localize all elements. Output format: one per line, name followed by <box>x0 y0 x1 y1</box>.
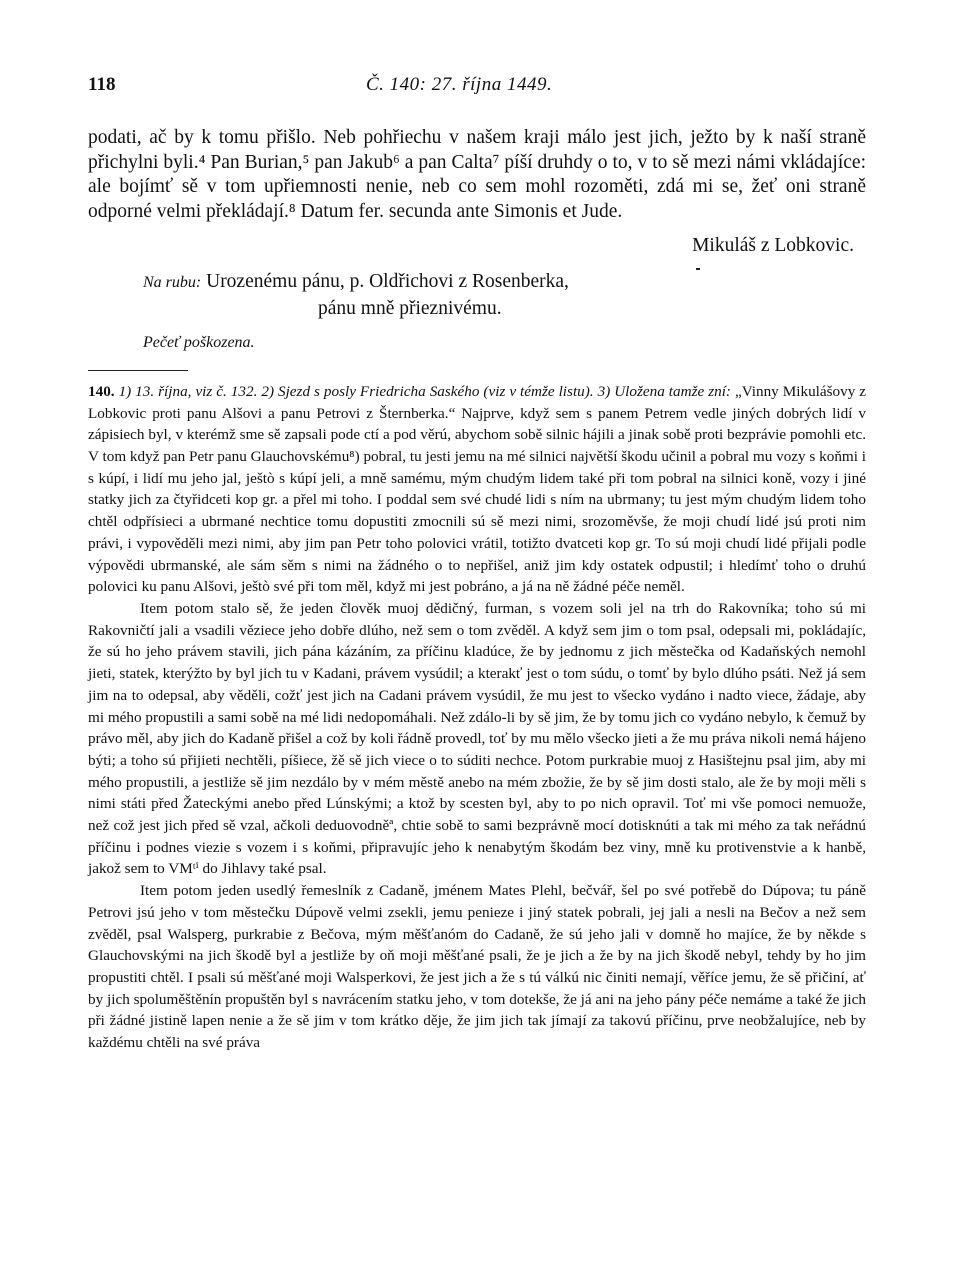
document-page <box>88 74 866 1054</box>
seal-note: Pečeť poškozena. <box>143 333 255 351</box>
footnote-rule <box>88 370 188 371</box>
stray-mark <box>696 268 700 270</box>
footnote-3-text: „Vinny Mikulášovy z Lobkovic proti panu Alšovi a panu Petrovi z Šternberka.“ Najprve, když sem s panem Petrem vedle jiných dobrých lidí v zápisiech byl, v kterémž sme sě zapsali pode ctí a pod věrú, abychom sobě silnic hájili a jinak sobě proti bezprávie pomohli etc. V tom když pan Petr panu Glauchovskému⁸) pobral, tu jesti jemu na mé silnici najvětší škodu učinil a pobral mu vozy s koňmi i s kúpí, i lidí mu jeho jal, ještò s kúpí jeli, a mně samému, mým chudým lidem také při tom pobral na silnici koně, vozy i jiné statky jich za čtyřidceti kop gr. a přel mi toho. I poddal sem své chudé lidi s ním na ubrmany; tu jest mým chudým lidem toho chtěl odpřísieci a ubrmané nechtice tomu dopustiti zmocnili sú sě mezi nimi, srozoměvše, že moji chudí lidé jsú proti nim právi, i vypověděli mezi nimi, aby jim pan Petr toho polovici vrátil, totižto dvatceti kop gr. To sú moji chudí lidé přijali podle výpovědi ubrmanské, ale sám sěm s nimi na žádného o to nepřišel, aniž jim kdy ostatek odpustil; i hledímť toho o druhú polovici ku panu Alšovi, ještò své při tom měl, když mi jest pobráno, a já na ně žádné péče neměl. <box>88 382 867 596</box>
address-line-2: pánu mně přieznivému. <box>318 297 502 319</box>
address-recipient: Urozenému pánu, p. Oldřichovi z Rosenberka, <box>206 270 569 292</box>
footnote-paragraph-3: Item potom jeden usedlý řemeslník z Cadaně, jménem Mates Plehl, bečvář, šel po své potřebě do Dúpova; tu páně Petrovi jsú jeho v tom městečku Dúpově velmi zsekli, jemu penieze i jiný statek pobrali, jej jali a nesli na Bečov a než sem zvěděl, psal Walsperg, purkrabie z Bečova, mým měšťanóm do Cadaně, že sú jeho jali v domně ho majíce, že by někde s Glauchovskými na jich škodě byl a jestliže by oň moji měšťané psali, že je jich a že by na jich škodě nebyl, tehdy by ho jim propustiti chtěl. I psali sú měšťané moji Walsperkovi, že jest jich a že s tú válkú nic činiti nemají, věříce jemu, že sě přičiní, ať by jich spoluměštěnín propuštěn byl s navrácením statku jeho, v tom dotekše, že já ani na jeho pány péče nemáme a také že jich při žádné jistině lapen nenie a že sě jim v tom krátko děje, že jim jich tak jímají za takovú příčinu, prve neobžalujíce, neb by každému chtěli na své práva <box>88 882 866 1052</box>
footnote-1: 1) 13. října, viz č. 132. <box>118 382 258 400</box>
footnote-paragraph-2: Item potom stalo sě, že jeden člověk muoj dědičný, furman, s vozem soli jel na trh do Rakovníka; toho sú mi Rakovničtí jali a vsadili věziece jeho dobře dlúho, než sem o tom zvěděl. A když sem jim o tom psal, odepsali mi, pokládajíc, že sú ho jeho právem stavili, jich pána kázáním, za příčinu kladúce, že by jednomu z jich městečka od Kadaňských nemohl jieti, statek, kterýžto by byl jich tu v Kadani, právem vysúdil; a kterakť jest o tom súdu, o tomť by bylo dlúho psáti. Než já sem jim na to odepsal, aby věděli, cožť jest jich na Cadani právem vysúdil, že mu jest to všecko vydáno i nadto viece, žádaje, aby mi mého propustili a sami sobě na mé lidi nedopomáhali. Než zdálo-li by sě jim, že by tomu jich co vydáno nebylo, k čemuž by právo měl, aby jich do Kadaně přišel a což by koli řádně provedl, toť by mu mělo všecko jieti a že mu práva nikoli nemá hájeno býti; a toho sú přijieti nechtěli, píšiece, žě sě jich viece o to súditi nechce. Potom purkrabie muoj z Hasištejnu psal jim, aby mi mého propustili, a jestliže sě jim nezdálo by v mém městě anebo na mém zbožie, že by sě jim dosti stalo, ale že by moji měli s nimi státi před Žateckými anebo před Lúnskými; a ktož by scesten byl, aby to po nich opravil. Toť mi vše pomoci nemuože, než což jest jich před sě vzal, ačkoli deduovodněª, chtie sobě to sami bezprávně mocí dotisknúti a tak mi mého za tak neřádnú příčinu i podnes viezie s vozem i s koňmi, připravujíc jeho k nenabytým škodám bez viny, mně ku protivenstvie a k hanbě, jakož sem to VMᵗⁱ do Jihlavy také psal. <box>88 600 866 878</box>
footnote-document-number: 140. <box>88 382 115 400</box>
letter-text <box>88 126 866 224</box>
address-line-1 <box>88 269 866 296</box>
page-number: 118 <box>88 74 116 95</box>
address-block <box>88 269 866 322</box>
footnotes <box>88 381 866 1054</box>
page-header <box>88 74 866 104</box>
footnote-3-label: 3) Uložena tamže zní: <box>597 382 731 400</box>
footnote-paragraph-1 <box>88 381 866 598</box>
letter-signature: Mikuláš z Lobkovic. <box>692 235 854 257</box>
running-head: Č. 140: 27. října 1449. <box>366 74 553 95</box>
address-label: Na rubu: <box>143 273 202 291</box>
footnote-2: 2) Sjezd s posly Friedricha Saského (viz v témže listu). <box>261 382 594 400</box>
letter-body: podati, ač by k tomu přišlo. Neb pohřiechu v našem kraji málo jest jich, ježto by k naší straně přichylni byli.⁴ Pan Burian,⁵ pan Jakub⁶ a pan Calta⁷ píší druhdy o to, v to sě mezi námi vkládajíce: ale bojímť sě v tom upřiemnosti nenie, neb co sem mohl rozoměti, zdá mi se, žeť oni straně odporné velmi překládají.⁸ Datum fer. secunda ante Simonis et Jude. <box>88 127 866 222</box>
